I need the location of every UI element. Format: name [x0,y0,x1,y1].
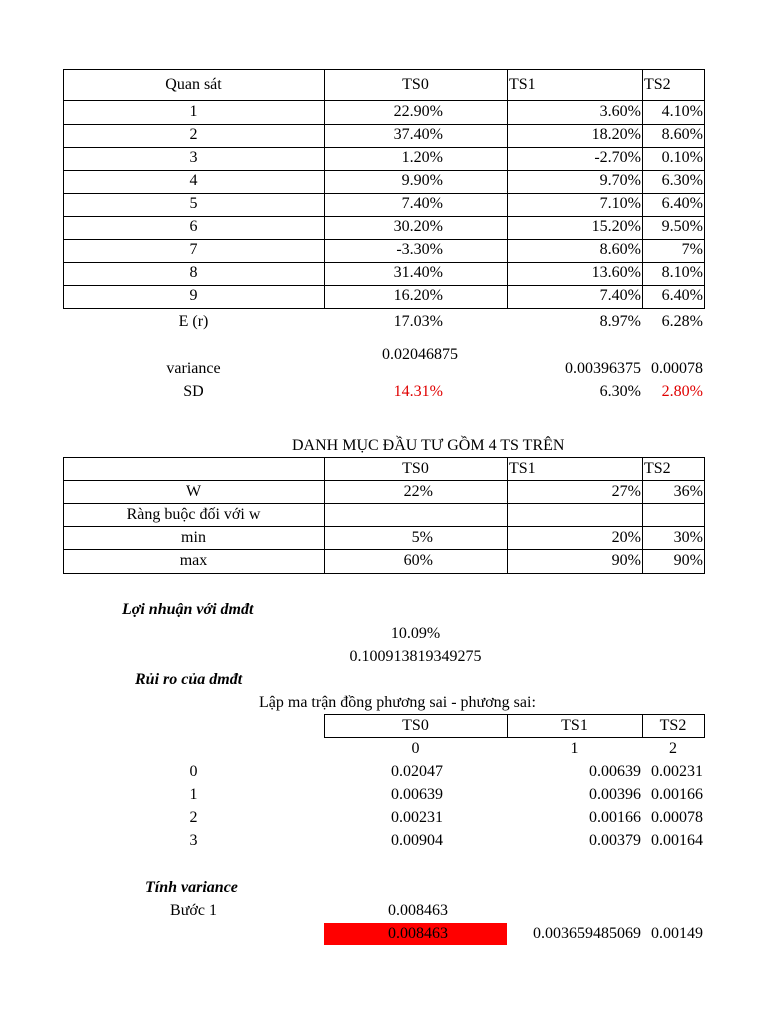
weight-ts0[interactable]: 22% [403,483,433,500]
cov-cell: 0.00078 [651,809,703,826]
cell-ts1: 3.60% [599,103,641,120]
cov-cell: 0.00396 [589,786,641,803]
variance-ts0: 0.02046875 [382,346,458,363]
er-ts2: 6.28% [661,313,703,330]
sd-label: SD [183,383,204,400]
max-ts0: 60% [403,552,433,569]
sd-ts2: 2.80% [661,383,703,400]
constraint-label: Ràng buộc đối với w [126,506,261,523]
profit-value: 0.100913819349275 [349,648,482,665]
cov-row-index: 1 [189,786,198,803]
cell-ts0: -3.30% [396,241,443,258]
cov-index-0: 0 [411,740,420,757]
variance-ts1: 0.00396375 [565,360,641,377]
cell-obs: 3 [189,149,198,166]
cell-obs: 5 [189,195,198,212]
variance-label: variance [166,360,221,377]
cell-obs: 9 [189,287,198,304]
cell-ts0: 31.40% [393,264,443,281]
cell-ts1: 18.20% [591,126,641,143]
min-ts2: 30% [673,529,703,546]
cov-cell: 0.02047 [391,763,443,780]
min-ts0: 5% [411,529,433,546]
max-ts1: 90% [611,552,641,569]
cov-cell: 0.00166 [651,786,703,803]
cell-ts0: 7.40% [401,195,443,212]
cov-cell: 0.00379 [589,832,641,849]
portfolio-header-ts1: TS1 [509,460,536,477]
cov-header-ts2: TS2 [659,717,687,734]
weight-label: W [185,483,202,500]
cov-header-ts1: TS1 [561,717,588,734]
cell-ts1: 7.10% [599,195,641,212]
cov-cell: 0.00904 [391,832,443,849]
cell-ts1: 8.60% [599,241,641,258]
cell-ts2: 6.40% [661,195,703,212]
header-quan-sat: Quan sát [165,76,222,93]
cov-cell: 0.00231 [391,809,443,826]
calc-cell-ts2: 0.00149 [651,925,703,942]
cell-obs: 2 [189,126,198,143]
cell-ts1: 7.40% [599,287,641,304]
step-label: Bước 1 [170,902,217,919]
cov-header-ts0: TS0 [402,717,429,734]
cell-ts0: 9.90% [401,172,443,189]
cell-ts2: 8.10% [661,264,703,281]
max-ts2: 90% [673,552,703,569]
weight-ts2[interactable]: 36% [673,483,703,500]
cell-ts1: -2.70% [594,149,641,166]
cell-ts0: 30.20% [393,218,443,235]
portfolio-title: DANH MỤC ĐẦU TƯ GỒM 4 TS TRÊN [292,437,565,454]
cell-ts1: 9.70% [599,172,641,189]
cov-index-1: 1 [570,740,579,757]
highlighted-cell[interactable] [324,923,507,945]
cell-ts1: 15.20% [591,218,641,235]
cell-ts0: 16.20% [393,287,443,304]
cell-ts2: 6.40% [661,287,703,304]
cov-cell: 0.00639 [589,763,641,780]
cell-ts2: 9.50% [661,218,703,235]
cell-obs: 6 [189,218,198,235]
er-ts1: 8.97% [599,313,641,330]
cell-ts2: 8.60% [661,126,703,143]
er-ts0: 17.03% [393,313,443,330]
cov-cell: 0.00639 [391,786,443,803]
cov-cell: 0.00164 [651,832,703,849]
weight-ts1[interactable]: 27% [611,483,641,500]
cell-obs: 1 [189,103,198,120]
variance-calc-title: Tính variance [145,879,238,896]
cov-cell: 0.00231 [651,763,703,780]
cell-ts2: 0.10% [661,149,703,166]
profit-title: Lợi nhuận với dmđt [122,601,254,618]
cell-obs: 4 [189,172,198,189]
cell-ts2: 7% [681,241,703,258]
calc-cell-ts1: 0.003659485069 [533,925,641,942]
cov-row-index: 2 [189,809,198,826]
portfolio-header-ts0: TS0 [402,460,429,477]
cell-obs: 7 [189,241,198,258]
cell-ts0: 22.90% [393,103,443,120]
cell-ts2: 6.30% [661,172,703,189]
cell-ts2: 4.10% [661,103,703,120]
sd-ts0: 14.31% [393,383,443,400]
cov-row-index: 0 [189,763,198,780]
header-ts0: TS0 [402,76,429,93]
min-ts1: 20% [611,529,641,546]
cov-index-2: 2 [669,740,677,757]
header-ts2: TS2 [644,76,671,93]
highlighted-cell-value: 0.008463 [388,925,448,942]
cov-row-index: 3 [189,832,198,849]
variance-ts2: 0.00078 [651,360,703,377]
cell-ts0: 37.40% [393,126,443,143]
cov-cell: 0.00166 [589,809,641,826]
profit-percent: 10.09% [390,625,441,642]
risk-title: Rủi ro của dmđt [135,671,243,688]
cell-ts1: 13.60% [591,264,641,281]
portfolio-header-ts2: TS2 [644,460,671,477]
min-label: min [181,529,206,546]
covariance-subtitle: Lập ma trận đồng phương sai - phương sai: [259,694,536,711]
er-label: E (r) [178,313,209,330]
sd-ts1: 6.30% [599,383,641,400]
max-label: max [179,552,208,569]
step-value: 0.008463 [388,902,448,919]
header-ts1: TS1 [509,76,536,93]
cell-obs: 8 [189,264,198,281]
cell-ts0: 1.20% [401,149,443,166]
